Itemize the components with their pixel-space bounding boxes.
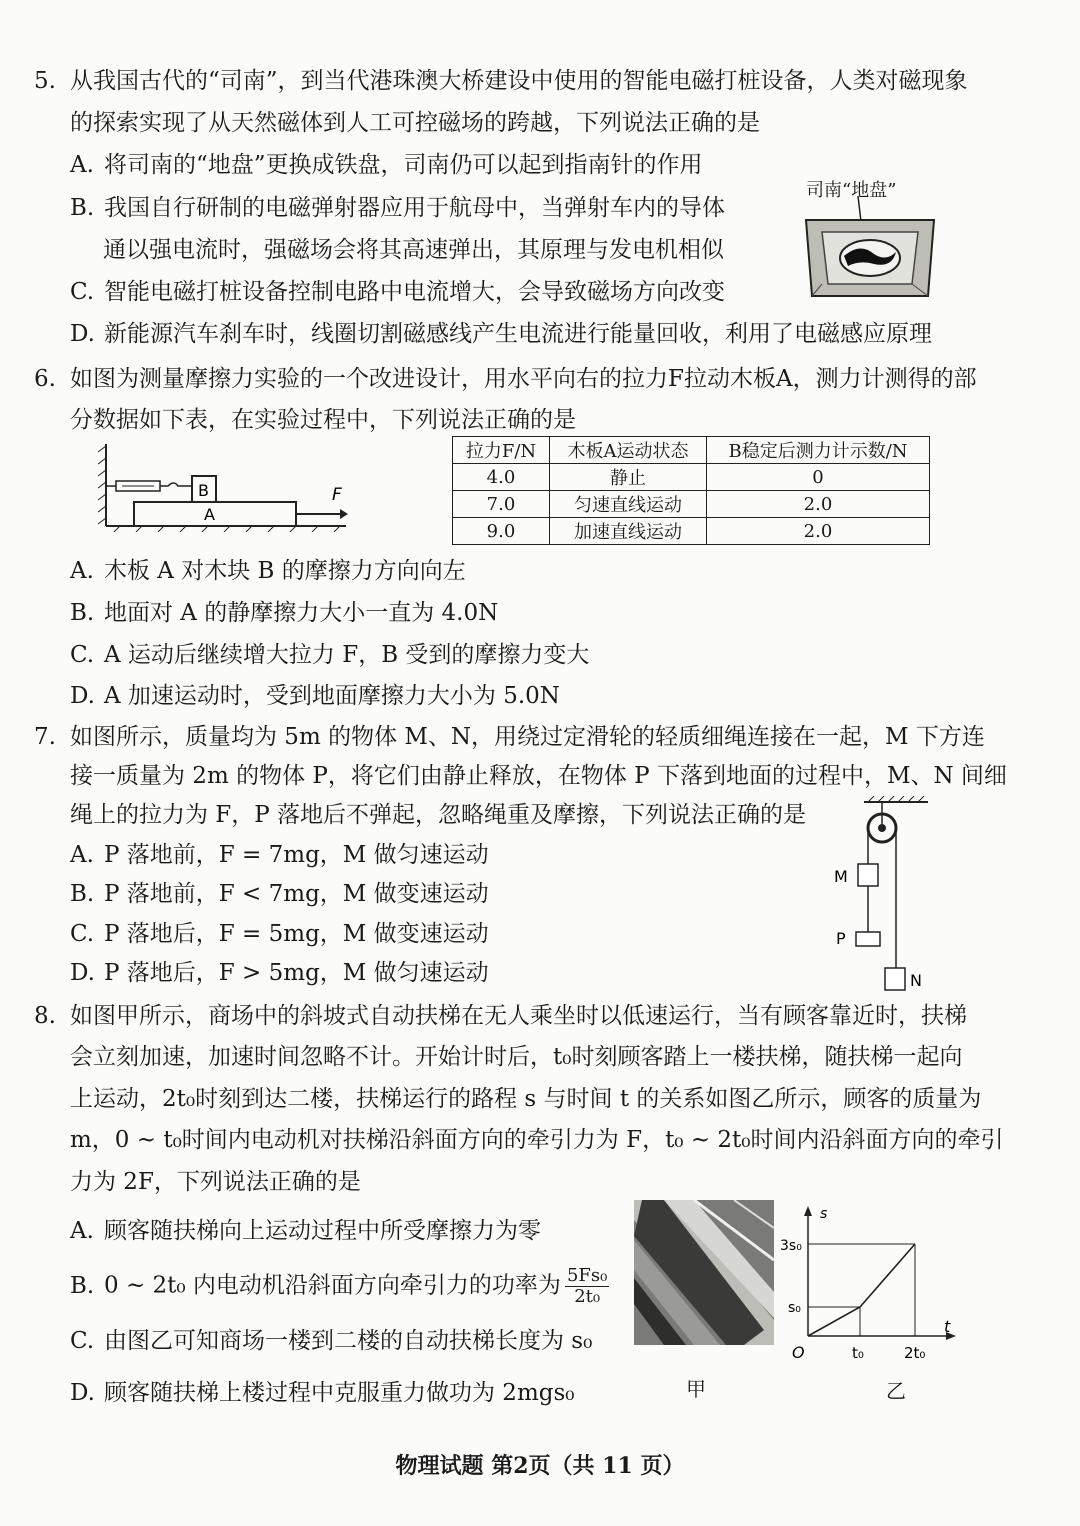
q5-stem-text: 从我国古代的“司南”，到当代港珠澳大桥建设中使用的智能电磁打桩设备，人类对磁现象 bbox=[70, 68, 968, 94]
origin-label: O bbox=[792, 1343, 805, 1362]
option-label: A. bbox=[70, 1218, 94, 1244]
table-header-row bbox=[453, 437, 930, 464]
option-label: D. bbox=[70, 960, 95, 986]
option-label: A. bbox=[70, 558, 94, 584]
pulley-figure bbox=[826, 796, 946, 992]
table-cell: 7.0 bbox=[453, 491, 550, 518]
option-label: B. bbox=[70, 195, 95, 221]
figure-jia-caption: 甲 bbox=[686, 1377, 706, 1401]
option-text: 顾客随扶梯向上运动过程中所受摩擦力为零 bbox=[104, 1218, 541, 1244]
q7-stem-line1 bbox=[34, 722, 985, 752]
s-t-curve bbox=[808, 1244, 915, 1336]
table-cell: 2.0 bbox=[707, 491, 930, 518]
q6-option-d bbox=[70, 681, 560, 711]
option-label: D. bbox=[70, 321, 95, 347]
mass-n-label: N bbox=[910, 971, 922, 990]
option-text: P 落地前，F < 7mg，M 做变速运动 bbox=[104, 881, 489, 907]
table-row bbox=[453, 464, 930, 491]
option-text: P 落地后，F > 5mg，M 做匀速运动 bbox=[104, 960, 489, 986]
option-text: P 落地前，F = 7mg，M 做匀速运动 bbox=[104, 842, 489, 868]
option-label: B. bbox=[70, 1272, 95, 1299]
tick-2t0: 2t₀ bbox=[904, 1344, 926, 1362]
q8-option-c bbox=[70, 1326, 592, 1356]
option-text: 将司南的“地盘”更换成铁盘，司南仍可以起到指南针的作用 bbox=[104, 152, 703, 178]
q7-stem-text: 如图所示，质量均为 5m 的物体 M、N，用绕过定滑轮的轻质细绳连接在一起，M 下方连 bbox=[70, 724, 985, 750]
q7-stem-line2: 接一质量为 2m 的物体 P，将它们由静止释放，在物体 P 下落到地面的过程中，M、N 间细 bbox=[70, 763, 1007, 789]
q8-stem-text: 如图甲所示，商场中的斜坡式自动扶梯在无人乘坐时以低速运行，当有顾客靠近时，扶梯 bbox=[70, 1003, 967, 1029]
q5-option-b-line2: 通以强电流时，强磁场会将其高速弹出，其原理与发电机相似 bbox=[103, 237, 724, 263]
power-fraction bbox=[565, 1266, 609, 1307]
q5-option-a bbox=[70, 150, 703, 180]
q8-option-b bbox=[70, 1266, 609, 1307]
escalator-photo bbox=[634, 1200, 774, 1345]
option-label: A. bbox=[70, 842, 94, 868]
q5-option-c bbox=[70, 277, 725, 307]
block-b-label: B bbox=[198, 481, 209, 500]
option-label: B. bbox=[70, 881, 95, 907]
fraction-denominator: 2t₀ bbox=[574, 1286, 601, 1307]
option-label: C. bbox=[70, 642, 95, 668]
table-cell: 加速直线运动 bbox=[550, 518, 707, 545]
q8-option-d bbox=[70, 1378, 575, 1408]
mass-p-label: P bbox=[836, 929, 846, 948]
option-text: 顾客随扶梯上楼过程中克服重力做功为 2mgs₀ bbox=[104, 1380, 575, 1406]
q5-stem-line2: 的探索实现了从天然磁体到人工可控磁场的跨越，下列说法正确的是 bbox=[70, 110, 760, 136]
option-text: 0 ~ 2t₀ 内电动机沿斜面方向牵引力的功率为 bbox=[104, 1272, 561, 1299]
table-header-cell: 拉力F/N bbox=[453, 437, 550, 464]
table-header-cell: 木板A运动状态 bbox=[550, 437, 707, 464]
s-axis-label: s bbox=[820, 1206, 828, 1222]
q6-stem-line2: 分数据如下表，在实验过程中，下列说法正确的是 bbox=[70, 407, 576, 433]
board-a-label: A bbox=[204, 505, 215, 524]
mass-m-label: M bbox=[834, 867, 848, 886]
sinan-plate-figure bbox=[800, 196, 940, 302]
q5-number: 5. bbox=[34, 68, 56, 94]
q6-number: 6. bbox=[34, 366, 56, 392]
q6-option-a bbox=[70, 556, 466, 586]
q6-stem-line1 bbox=[34, 364, 977, 394]
q6-option-c bbox=[70, 640, 589, 670]
q7-option-d bbox=[70, 958, 489, 988]
q6-stem-text: 如图为测量摩擦力实验的一个改进设计，用水平向右的拉力F拉动木板A，测力计测得的部 bbox=[70, 366, 977, 392]
q7-number: 7. bbox=[34, 724, 56, 750]
option-text: A 加速运动时，受到地面摩擦力大小为 5.0N bbox=[104, 683, 560, 709]
q8-stem-line2: 会立刻加速，加速时间忽略不计。开始计时后，t₀时刻顾客踏上一楼扶梯，随扶梯一起向 bbox=[70, 1044, 963, 1070]
option-text: 由图乙可知商场一楼到二楼的自动扶梯长度为 s₀ bbox=[104, 1328, 593, 1354]
option-text: P 落地后，F = 5mg，M 做变速运动 bbox=[104, 921, 489, 947]
option-label: A. bbox=[70, 152, 94, 178]
figure-yi-caption: 乙 bbox=[886, 1379, 906, 1403]
table-row bbox=[453, 491, 930, 518]
q7-option-a bbox=[70, 840, 489, 870]
q7-option-b bbox=[70, 879, 489, 909]
tick-s0: s₀ bbox=[788, 1300, 801, 1316]
q5-option-b bbox=[70, 193, 725, 223]
sinan-figure-label: 司南“地盘” bbox=[806, 180, 897, 201]
option-label: D. bbox=[70, 683, 95, 709]
table-cell: 0 bbox=[707, 464, 930, 491]
force-f-label: F bbox=[332, 485, 342, 505]
option-label: D. bbox=[70, 1380, 95, 1406]
table-header-cell: B稳定后测力计示数/N bbox=[707, 437, 930, 464]
table-row bbox=[453, 518, 930, 545]
s-t-graph bbox=[778, 1204, 968, 1364]
option-label: B. bbox=[70, 600, 95, 626]
table-cell: 4.0 bbox=[453, 464, 550, 491]
q5-option-d bbox=[70, 319, 932, 349]
table-cell: 2.0 bbox=[707, 518, 930, 545]
q7-option-c bbox=[70, 919, 489, 949]
table-cell: 9.0 bbox=[453, 518, 550, 545]
option-text: 智能电磁打桩设备控制电路中电流增大，会导致磁场方向改变 bbox=[104, 279, 725, 305]
tick-t0: t₀ bbox=[852, 1344, 864, 1362]
q8-stem-line1 bbox=[34, 1001, 967, 1031]
t-axis-label: t bbox=[944, 1317, 951, 1336]
option-text: 木板 A 对木块 B 的摩擦力方向向左 bbox=[104, 558, 466, 584]
tick-3s0: 3s₀ bbox=[780, 1238, 802, 1254]
q8-option-a bbox=[70, 1216, 541, 1246]
option-label: C. bbox=[70, 279, 95, 305]
option-label: C. bbox=[70, 1328, 95, 1354]
q6-option-b bbox=[70, 598, 498, 628]
friction-data-table bbox=[452, 436, 930, 545]
q5-stem-line1 bbox=[34, 66, 968, 96]
fraction-numerator: 5Fs₀ bbox=[566, 1265, 608, 1286]
friction-apparatus-figure bbox=[96, 440, 356, 532]
q7-stem-line3: 绳上的拉力为 F，P 落地后不弹起，忽略绳重及摩擦，下列说法正确的是 bbox=[70, 802, 807, 828]
q8-stem-line5: 力为 2F，下列说法正确的是 bbox=[70, 1169, 361, 1195]
option-text: 我国自行研制的电磁弹射器应用于航母中，当弹射车内的导体 bbox=[104, 195, 725, 221]
option-text: 新能源汽车刹车时，线圈切割磁感线产生电流进行能量回收，利用了电磁感应原理 bbox=[104, 321, 932, 347]
table-cell: 匀速直线运动 bbox=[550, 491, 707, 518]
q8-number: 8. bbox=[34, 1003, 56, 1029]
table-cell: 静止 bbox=[550, 464, 707, 491]
q8-stem-line4: m，0 ~ t₀时间内电动机对扶梯沿斜面方向的牵引力为 F，t₀ ~ 2t₀时间内沿斜面方向的牵引 bbox=[70, 1127, 1004, 1153]
option-text: 地面对 A 的静摩擦力大小一直为 4.0N bbox=[104, 600, 499, 626]
q8-stem-line3: 上运动，2t₀时刻到达二楼，扶梯运行的路程 s 与时间 t 的关系如图乙所示，顾客的质量为 bbox=[70, 1086, 982, 1112]
option-label: C. bbox=[70, 921, 95, 947]
option-text: A 运动后继续增大拉力 F，B 受到的摩擦力变大 bbox=[104, 642, 590, 668]
page-footer: 物理试题 第2页（共 11 页） bbox=[395, 1453, 685, 1479]
